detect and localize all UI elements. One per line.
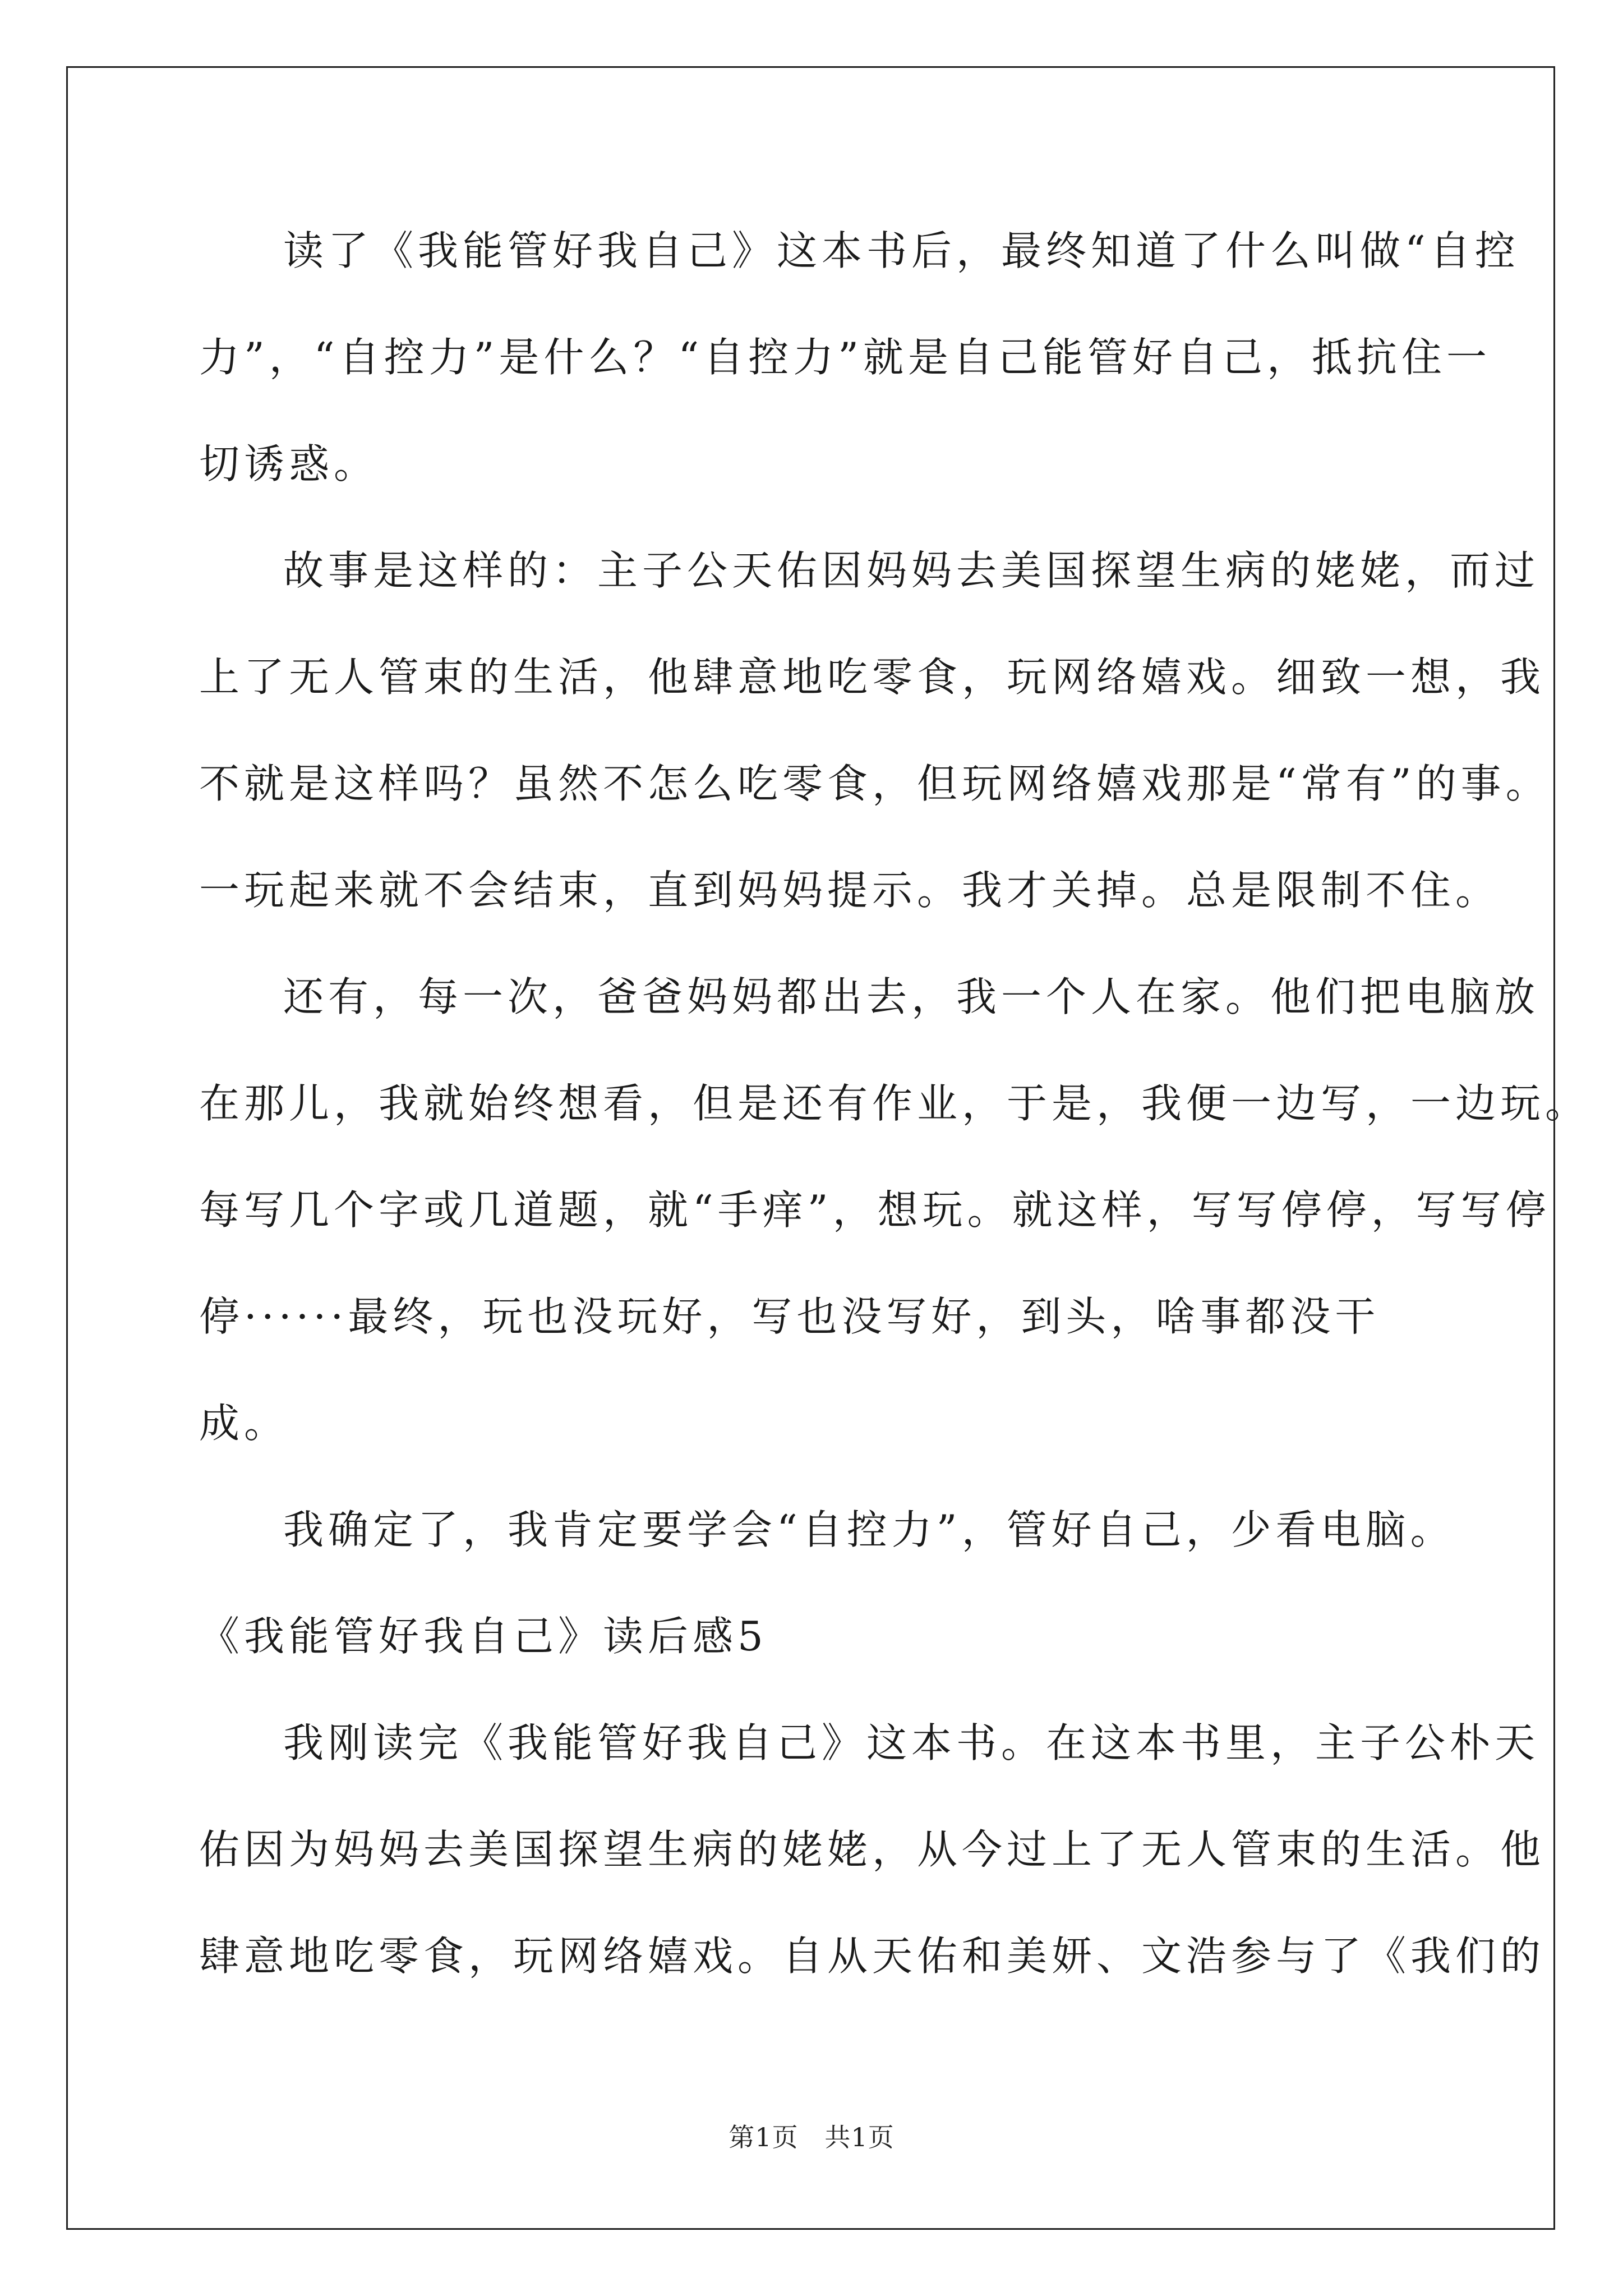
text-line: 在那儿，我就始终想看，但是还有作业，于是，我便一边写，一边玩。 bbox=[199, 1080, 1590, 1127]
text-line: 每写几个字或几道题，就“手痒”，想玩。就这样，写写停停，写写停 bbox=[199, 1186, 1551, 1234]
text-line: 成。 bbox=[199, 1400, 289, 1447]
text-line: 我确定了，我肯定要学会“自控力”，管好自己，少看电脑。 bbox=[283, 1506, 1455, 1553]
text-line: 停······最终，玩也没玩好，写也没写好，到头，啥事都没干 bbox=[199, 1293, 1380, 1340]
text-line: 故事是这样的：主子公天佑因妈妈去美国探望生病的姥姥，而过 bbox=[283, 547, 1540, 594]
text-line: 肆意地吃零食，玩网络嬉戏。自从天佑和美妍、文浩参与了《我们的 bbox=[199, 1932, 1546, 1980]
text-line: 《我能管好我自己》读后感5 bbox=[199, 1613, 768, 1660]
text-line: 佑因为妈妈去美国探望生病的姥姥，从今过上了无人管束的生活。他 bbox=[199, 1826, 1546, 1873]
text-line: 我刚读完《我能管好我自己》这本书。在这本书里，主子公朴天 bbox=[283, 1719, 1540, 1766]
text-line: 一玩起来就不会结束，直到妈妈提示。我才关掉。总是限制不住。 bbox=[199, 867, 1501, 914]
page-footer: 第1页 共1页 bbox=[728, 2122, 895, 2152]
document-body bbox=[199, 216, 1590, 2028]
text-line: 不就是这样吗？虽然不怎么吃零食，但玩网络嬉戏那是“常有”的事。 bbox=[199, 760, 1551, 807]
text-line: 上了无人管束的生活，他肆意地吃零食，玩网络嬉戏。细致一想，我 bbox=[199, 654, 1546, 701]
text-line: 读了《我能管好我自己》这本书后，最终知道了什么叫做“自控 bbox=[283, 227, 1520, 274]
text-line: 力”，“自控力”是什么？“自控力”就是自己能管好自己，抵抗住一 bbox=[199, 334, 1492, 381]
text-line: 还有，每一次，爸爸妈妈都出去，我一个人在家。他们把电脑放 bbox=[283, 973, 1540, 1020]
text-line: 切诱惑。 bbox=[199, 440, 379, 487]
